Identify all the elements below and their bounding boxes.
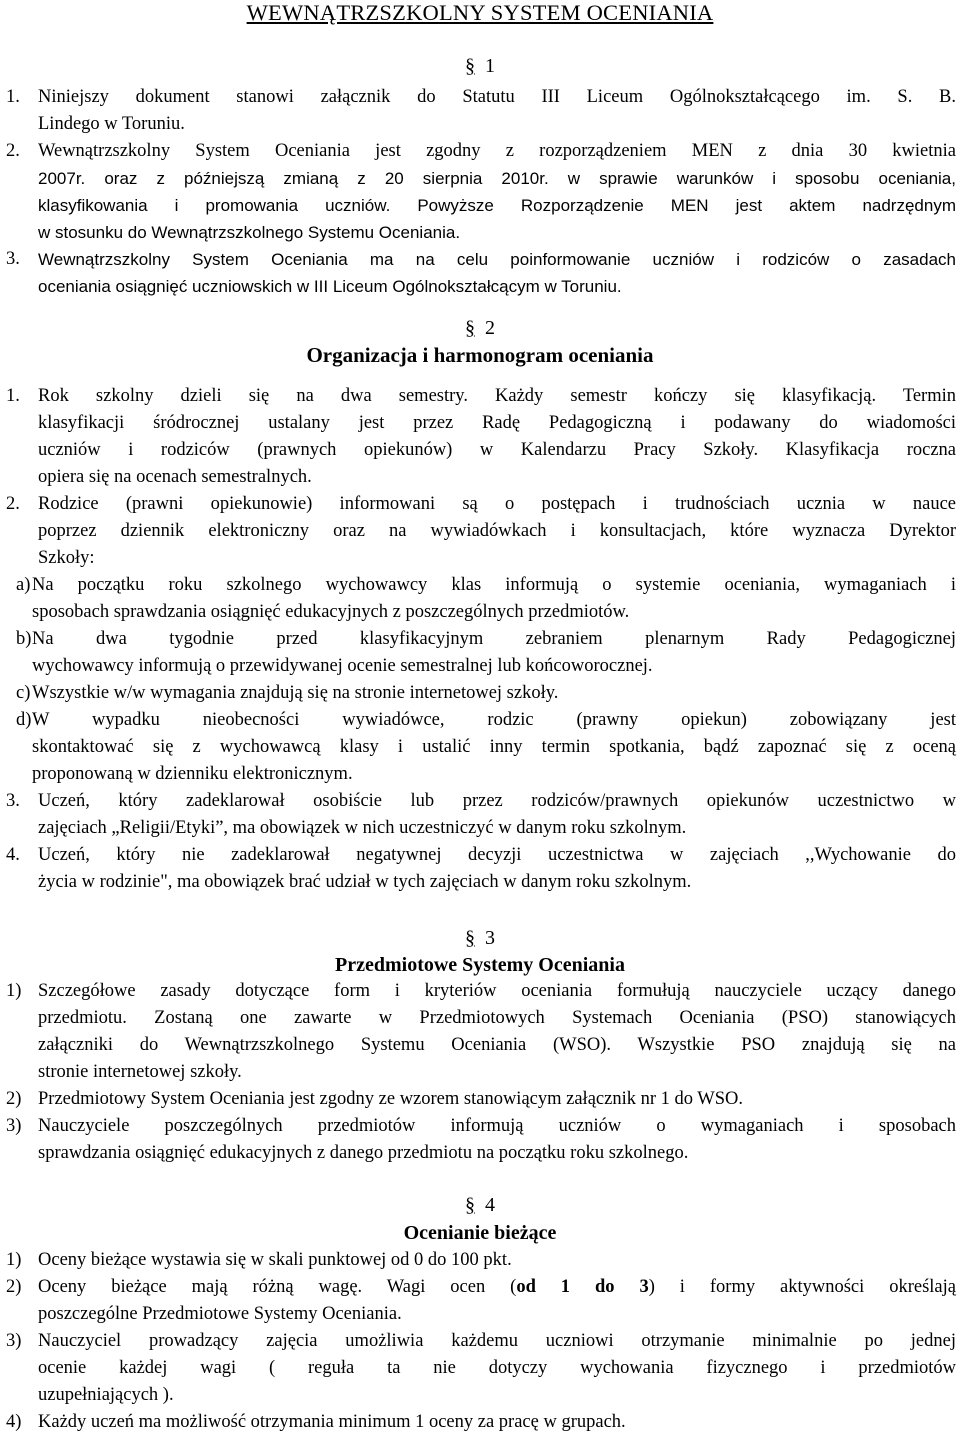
s4-item-2: 2) Oceny bieżące mają różną wagę. Wagi ocen (od 1 do 3) i formy aktywności określają poszczególne Przedmiotowe Systemy Oceniania. bbox=[6, 1277, 956, 1324]
s3-item-3: 3) Nauczyciele poszczególnych przedmiotów informują uczniów o wymaganiach i sposobach sprawdzania osiągnięć edukacyjnych z danego przedmiotu na początku roku szkolnego. bbox=[6, 1116, 956, 1163]
s4-item-1: 1) Oceny bieżące wystawia się w skali punktowej od 0 do 100 pkt. bbox=[6, 1250, 512, 1270]
s2-item-d: d) W wypadku nieobecności wywiadówce, rodzic (prawny opiekun) zobowiązany jest skontaktować się z wychowawcą klasy i ustalić inny termin spotkania, bądź zapoznać się z oceną proponowaną w dzienniku elektronicznym. bbox=[16, 710, 956, 784]
s1-item-3: 3. Wewnątrzszkolny System Oceniania ma na celu poinformowanie uczniów i rodziców o zasadach oceniania osiągnięć uczniowskich w III Liceum Ogólnokształcącym w Toruniu. bbox=[6, 249, 956, 296]
document-title: WEWNĄTRZSZKOLNY SYSTEM OCENIANIA bbox=[246, 0, 714, 25]
s2-item-c: c) Wszystkie w/w wymagania znajdują się na stronie internetowej szkoły. bbox=[16, 683, 559, 703]
s2-item-b: b) Na dwa tygodnie przed klasyfikacyjnym zebraniem plenarnym Rady Pedagogicznej wychowawcy informują o przewidywanej ocenie semestralnej lub końcoworocznej. bbox=[16, 629, 956, 676]
s2-item-1: 1. Rok szkolny dzieli się na dwa semestry. Każdy semestr kończy się klasyfikacją. Termin klasyfikacji śródrocznej ustalany jest przez Radę Pedagogiczną i podawany do wiadomości uczniów i rodziców (prawnych opiekunów) w Kalendarzu Pracy Szkoły. Klasyfikacja roczna opiera się na ocenach semestralnych. bbox=[6, 386, 956, 487]
s1-item-2: 2. Wewnątrzszkolny System Oceniania jest zgodny z rozporządzeniem MEN z dnia 30 kwietnia 2007r. oraz z późniejszą zmianą z 20 sierpnia 2010r. w sprawie warunków i sposobu oceniania, klasyfikowania i promowania uczniów. Powyższe Rozporządzenie MEN jest aktem nadrzędnym w stosunku do Wewnątrzszkolnego Systemu Oceniania. bbox=[6, 141, 956, 242]
section-2-heading: Organizacja i harmonogram oceniania bbox=[306, 343, 654, 367]
paragraph-sign: § bbox=[465, 317, 475, 339]
s3-item-2: 2) Przedmiotowy System Oceniania jest zgodny ze wzorem stanowiącym załącznik nr 1 do WSO. bbox=[6, 1089, 744, 1109]
paragraph-sign: § bbox=[465, 927, 475, 949]
s2-item-a: a) Na początku roku szkolnego wychowawcy klas informują o systemie oceniania, wymaganiach i sposobach sprawdzania osiągnięć edukacyjnych z poszczególnych przedmiotów. bbox=[16, 575, 956, 622]
s4-item-4: 4) Każdy uczeń ma możliwość otrzymania minimum 1 oceny za pracę w grupach. bbox=[6, 1412, 626, 1432]
s2-item-2: 2. Rodzice (prawni opiekunowie) informowani są o postępach i trudnościach ucznia w nauce poprzez dziennik elektroniczny oraz na wywiadówkach i konsultacjach, które wyznacza Dyrektor Szkoły: bbox=[6, 494, 956, 568]
section-4-number: § 4 bbox=[465, 1194, 495, 1216]
s2-item-4: 4. Uczeń, który nie zadeklarował negatywnej decyzji uczestnictwa w zajęciach ,,Wychowanie do życia w rodzinie", ma obowiązek brać udział w tych zajęciach w danym roku szkolnym. bbox=[6, 845, 956, 892]
s2-item-3: 3. Uczeń, który zadeklarował osobiście lub przez rodziców/prawnych opiekunów uczestnictwo w zajęciach „Religii/Etyki”, ma obowiązek w nich uczestniczyć w danym roku szkolnym. bbox=[6, 791, 956, 838]
section-3-number: § 3 bbox=[465, 927, 495, 949]
section-2-number: § 2 bbox=[465, 317, 495, 339]
paragraph-sign: § bbox=[465, 55, 475, 77]
section-3-heading: Przedmiotowe Systemy Oceniania bbox=[335, 954, 625, 976]
paragraph-sign: § bbox=[465, 1194, 475, 1216]
section-1-number: § 1 bbox=[465, 55, 495, 77]
weight-range-emphasis: od 1 do 3 bbox=[516, 1277, 649, 1297]
s3-item-1: 1) Szczegółowe zasady dotyczące form i kryteriów oceniania formułują nauczyciele uczący danego przedmiotu. Zostaną one zawarte w Przedmiotowych Systemach Oceniania (PSO) stanowiących załączniki do Wewnątrzszkolnego Systemu Oceniania (WSO). Wszystkie PSO znajdują się na stronie internetowej szkoły. bbox=[6, 981, 956, 1082]
s1-item-1: 1. Niniejszy dokument stanowi załącznik do Statutu III Liceum Ogólnokształcącego im. S. B. Lindego w Toruniu. bbox=[6, 87, 956, 134]
s4-item-3: 3) Nauczyciel prowadzący zajęcia umożliwia każdemu uczniowi otrzymanie minimalnie po jednej ocenie każdej wagi ( reguła ta nie dotyczy wychowania fizycznego i przedmiotów uzupełniających ). bbox=[6, 1331, 956, 1405]
section-4-heading: Ocenianie bieżące bbox=[403, 1222, 557, 1244]
